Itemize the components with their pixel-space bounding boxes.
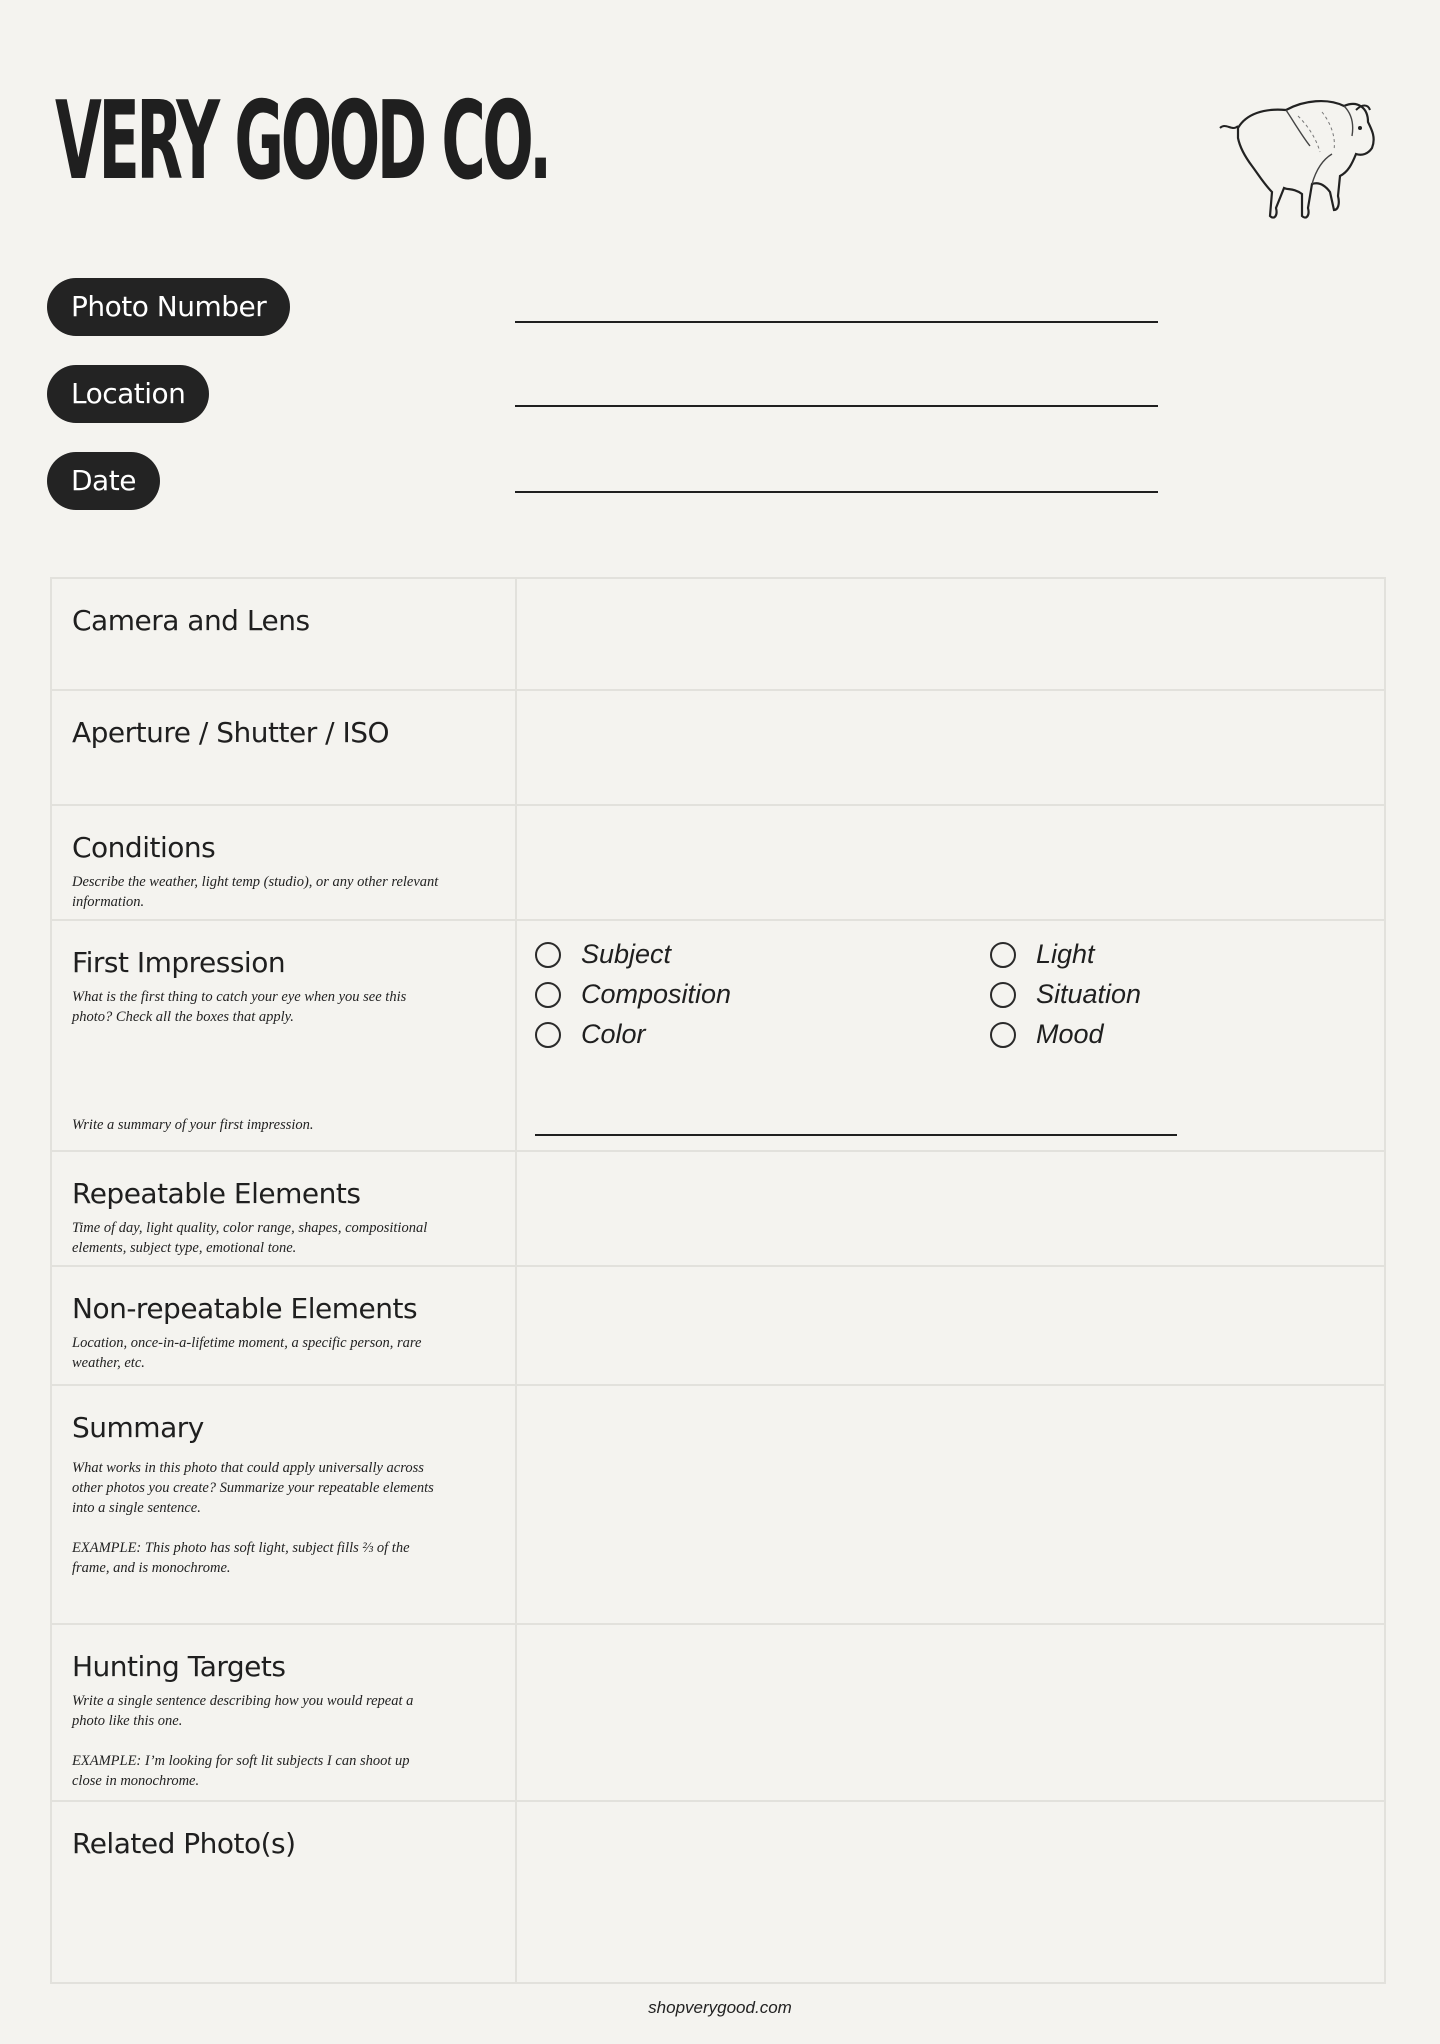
label-cell bbox=[51, 690, 516, 805]
option-label: Color bbox=[581, 1019, 646, 1049]
row-desc-first-impression: What is the first thing to catch your eye when you see this photo? Check all the boxes that apply. bbox=[72, 989, 407, 1025]
row-title-exposure: Aperture / Shutter / ISO bbox=[72, 716, 390, 749]
option-label: Situation bbox=[1036, 979, 1142, 1009]
row-title-non-repeatable: Non-repeatable Elements bbox=[72, 1292, 418, 1325]
related-photos-entry-cell[interactable] bbox=[516, 1801, 1385, 1983]
row-title-conditions: Conditions bbox=[72, 831, 216, 864]
row-hunting-targets bbox=[51, 1624, 1385, 1801]
radio-circle-icon[interactable] bbox=[535, 982, 561, 1008]
row-title-hunting-targets: Hunting Targets bbox=[72, 1650, 286, 1683]
row-desc-hunting-targets bbox=[72, 1691, 442, 1791]
row-title-camera: Camera and Lens bbox=[72, 604, 310, 637]
label-cell bbox=[51, 920, 516, 1151]
camera-entry-cell[interactable] bbox=[516, 578, 1385, 690]
field-label-location: Location bbox=[47, 365, 209, 423]
radio-circle-icon[interactable] bbox=[535, 1022, 561, 1048]
option-label: Composition bbox=[581, 979, 732, 1009]
row-summary bbox=[51, 1385, 1385, 1624]
row-exposure bbox=[51, 690, 1385, 805]
label-cell bbox=[51, 578, 516, 690]
summary-desc-text: What works in this photo that could apply universally across other photos you create? Summarize your repeatable elements into a single sentence. bbox=[72, 1460, 434, 1516]
conditions-entry-cell[interactable] bbox=[516, 805, 1385, 920]
first-impression-summary-note: Write a summary of your first impression. bbox=[72, 1117, 314, 1133]
label-cell bbox=[51, 1266, 516, 1385]
option-color[interactable] bbox=[535, 1019, 646, 1050]
row-repeatable bbox=[51, 1151, 1385, 1266]
row-camera bbox=[51, 578, 1385, 690]
radio-circle-icon[interactable] bbox=[990, 942, 1016, 968]
first-impression-entry-cell bbox=[516, 920, 1385, 1151]
row-desc-summary bbox=[72, 1458, 442, 1578]
row-title-first-impression: First Impression bbox=[72, 946, 286, 979]
photo-log-table bbox=[50, 577, 1386, 1984]
option-label: Mood bbox=[1036, 1019, 1104, 1049]
field-label-photo-number: Photo Number bbox=[47, 278, 290, 336]
row-desc-non-repeatable: Location, once-in-a-lifetime moment, a specific person, rare weather, etc. bbox=[72, 1335, 422, 1371]
option-label: Light bbox=[1036, 939, 1095, 969]
location-line[interactable] bbox=[515, 405, 1158, 407]
radio-circle-icon[interactable] bbox=[990, 982, 1016, 1008]
row-conditions bbox=[51, 805, 1385, 920]
row-desc-repeatable: Time of day, light quality, color range, shapes, compositional elements, subject type, emotional tone. bbox=[72, 1220, 428, 1256]
summary-example-text: EXAMPLE: This photo has soft light, subject fills ⅔ of the frame, and is monochrome. bbox=[72, 1540, 410, 1576]
option-situation[interactable] bbox=[990, 979, 1141, 1010]
date-line[interactable] bbox=[515, 491, 1158, 493]
row-non-repeatable bbox=[51, 1266, 1385, 1385]
radio-circle-icon[interactable] bbox=[990, 1022, 1016, 1048]
non-repeatable-entry-cell[interactable] bbox=[516, 1266, 1385, 1385]
row-desc-conditions: Describe the weather, light temp (studio), or any other relevant information. bbox=[72, 874, 439, 910]
repeatable-entry-cell[interactable] bbox=[516, 1151, 1385, 1266]
option-label: Subject bbox=[581, 939, 672, 969]
row-title-repeatable: Repeatable Elements bbox=[72, 1177, 361, 1210]
radio-circle-icon[interactable] bbox=[535, 942, 561, 968]
hunting-example-text: EXAMPLE: I’m looking for soft lit subjects I can shoot up close in monochrome. bbox=[72, 1753, 410, 1789]
first-impression-summary-line[interactable] bbox=[535, 1134, 1177, 1136]
exposure-entry-cell[interactable] bbox=[516, 690, 1385, 805]
row-first-impression bbox=[51, 920, 1385, 1151]
row-related-photos bbox=[51, 1801, 1385, 1983]
summary-entry-cell[interactable] bbox=[516, 1385, 1385, 1624]
option-subject[interactable] bbox=[535, 939, 671, 970]
row-title-summary: Summary bbox=[72, 1411, 204, 1444]
footer-url: shopverygood.com bbox=[648, 1998, 792, 2017]
hunting-desc-text: Write a single sentence describing how you would repeat a photo like this one. bbox=[72, 1693, 414, 1729]
label-cell bbox=[51, 1801, 516, 1983]
hunting-targets-entry-cell[interactable] bbox=[516, 1624, 1385, 1801]
bison-icon bbox=[1212, 92, 1382, 232]
label-cell bbox=[51, 1385, 516, 1624]
row-title-related-photos: Related Photo(s) bbox=[72, 1827, 296, 1860]
option-composition[interactable] bbox=[535, 979, 731, 1010]
label-cell bbox=[51, 1624, 516, 1801]
brand-logo-text: VERY GOOD CO. bbox=[55, 79, 549, 204]
option-light[interactable] bbox=[990, 939, 1095, 970]
option-mood[interactable] bbox=[990, 1019, 1104, 1050]
label-cell bbox=[51, 805, 516, 920]
label-cell bbox=[51, 1151, 516, 1266]
photo-number-line[interactable] bbox=[515, 321, 1158, 323]
field-label-date: Date bbox=[47, 452, 160, 510]
